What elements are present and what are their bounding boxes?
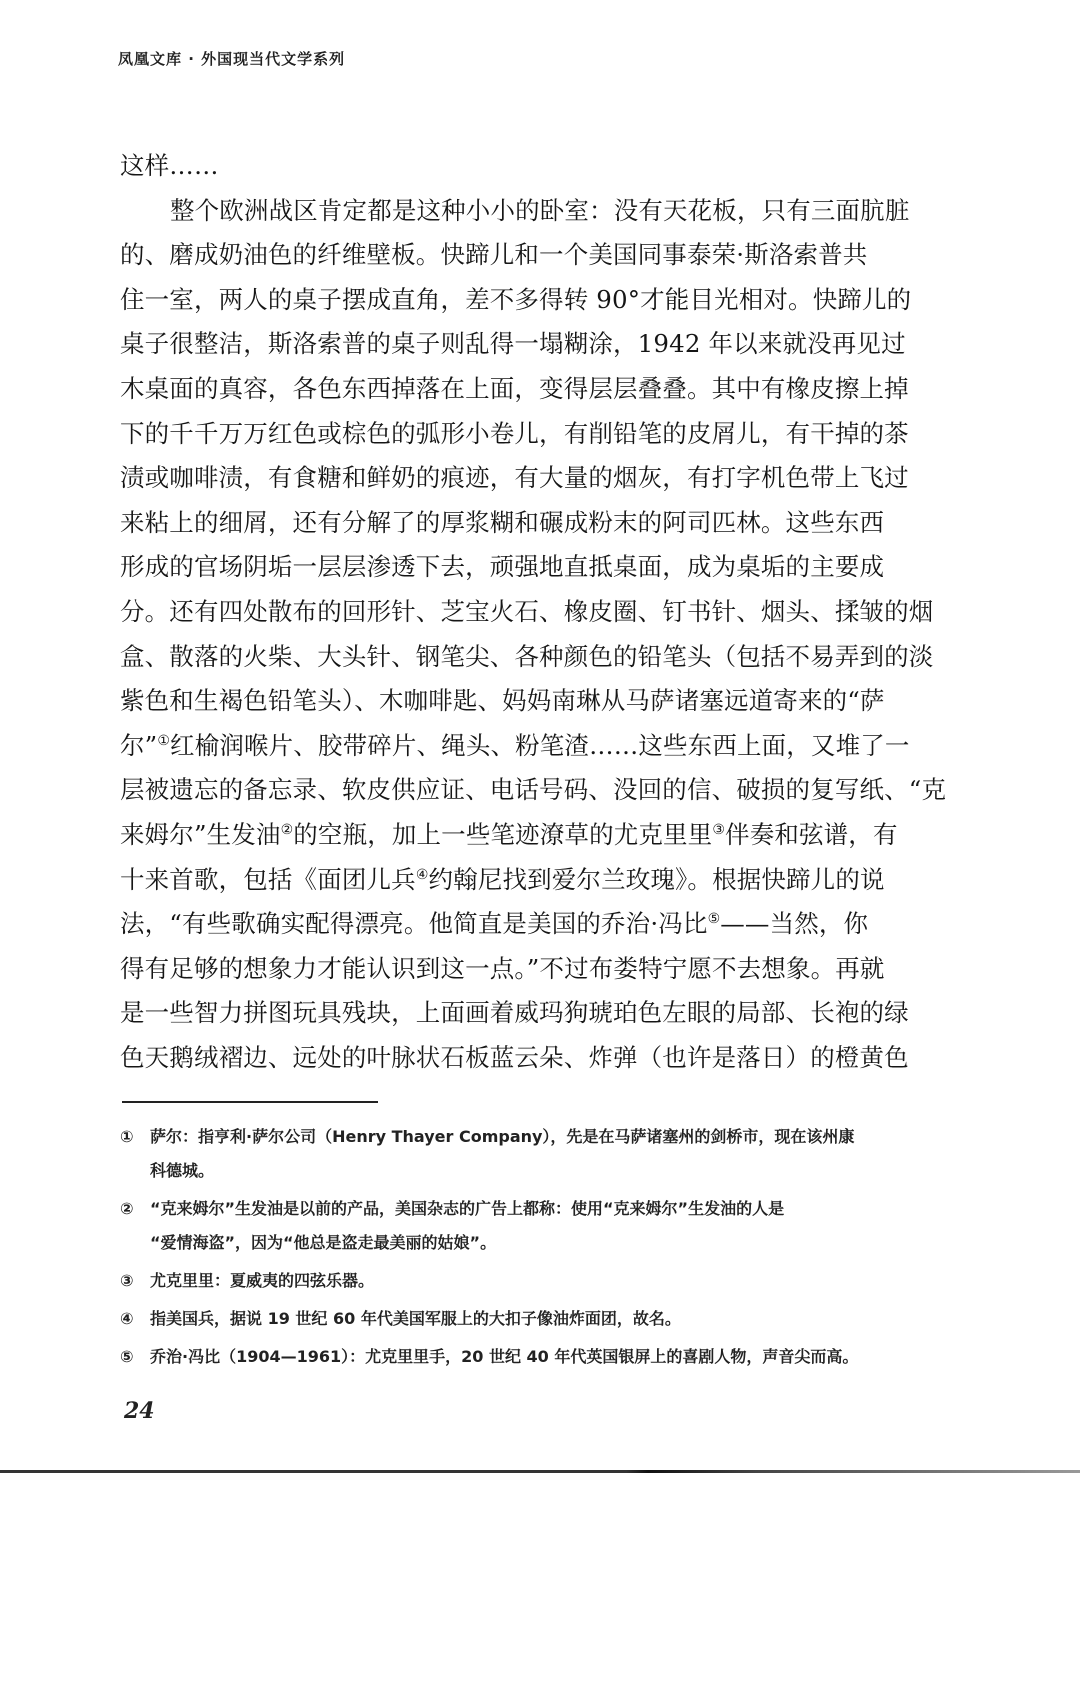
footnote-text-line: 科德城。 [150, 1161, 215, 1180]
footnote-text: 尤克里里：夏威夷的四弦乐器。 [150, 1271, 375, 1290]
footnote [120, 1264, 970, 1298]
page-bottom-rule [0, 1470, 1080, 1473]
body-text-segment: 红榆润喉片、胶带碎片、绳头、粉笔渣……这些东西上面，又堆了一 [170, 730, 910, 760]
body-line: 色天鹅绒褶边、远处的叶脉状石板蓝云朵、炸弹（也许是落日）的橙黄色 [120, 1042, 909, 1072]
body-line: 的、磨成奶油色的纤维壁板。快蹄儿和一个美国同事泰荣·斯洛索普共 [120, 240, 868, 270]
footnote [120, 1302, 970, 1336]
footnote [120, 1340, 970, 1374]
footnote-text: 乔治·冯比（1904—1961）：尤克里里手，20 世纪 40 年代英国银屏上的喜剧人物，声音尖而高。 [150, 1347, 859, 1366]
body-text-segment: 尔” [120, 730, 158, 760]
body-line: 木桌面的真容，各色东西掉落在上面，变得层层叠叠。其中有橡皮擦上掉 [120, 373, 909, 403]
footnote-text [150, 1120, 970, 1188]
body-line: 层被遗忘的备忘录、软皮供应证、电话号码、没回的信、破损的复写纸、“克 [120, 775, 947, 805]
body-line: 分。还有四处散布的回形针、芝宝火石、橡皮圈、钉书针、烟头、揉皱的烟 [120, 596, 934, 626]
body-line: 是一些智力拼图玩具残块，上面画着威玛狗琥珀色左眼的局部、长袍的绿 [120, 998, 909, 1028]
body-line: 桌子很整洁，斯洛索普的桌子则乱得一塌糊涂，1942 年以来就没再见过 [120, 329, 906, 359]
footnote-reference[interactable]: ① [157, 732, 171, 749]
footnote-text-line: “爱情海盗”，因为“他总是盗走最美丽的姑娘”。 [150, 1233, 497, 1252]
footnote [120, 1120, 970, 1188]
footnote-mark: ③ [120, 1271, 134, 1290]
footnote-mark: ① [120, 1127, 134, 1146]
body-line [120, 813, 960, 858]
body-text-segment: 约翰尼找到爱尔兰玫瑰》。根据快蹄儿的说 [428, 864, 885, 894]
footnote-mark: ② [120, 1199, 134, 1218]
footnote-separator [122, 1101, 378, 1103]
body-line: 盒、散落的火柴、大头针、钢笔尖、各种颜色的铅笔头（包括不易弄到的淡 [120, 641, 934, 671]
footnotes [120, 1120, 970, 1378]
footnote-mark: ④ [120, 1309, 134, 1328]
body-line: 下的千千万万红色或棕色的弧形小卷儿，有削铅笔的皮屑儿，有干掉的茶 [120, 418, 909, 448]
page-number: 24 [124, 1398, 155, 1424]
footnote-mark: ⑤ [120, 1347, 134, 1366]
body-text-segment: 十来首歌，包括《面团儿兵 [120, 864, 416, 894]
body-text-segment: 的空瓶，加上一些笔迹潦草的尤克里里 [293, 819, 713, 849]
body-text [120, 144, 960, 1080]
body-text-segment: ——当然，你 [720, 909, 869, 939]
body-line: 渍或咖啡渍，有食糖和鲜奶的痕迹，有大量的烟灰，有打字机色带上飞过 [120, 463, 909, 493]
footnote-text: 指美国兵，据说 19 世纪 60 年代美国军服上的大扣子像油炸面团，故名。 [150, 1309, 681, 1328]
body-line: 住一室，两人的桌子摆成直角，差不多得转 90°才能目光相对。快蹄儿的 [120, 284, 912, 314]
body-text-segment: 来姆尔”生发油 [120, 819, 281, 849]
footnote [120, 1192, 970, 1260]
body-line [120, 724, 960, 769]
footnote-text [150, 1192, 970, 1260]
footnote-reference[interactable]: ⑤ [707, 911, 721, 928]
running-header: 凤凰文库 · 外国现当代文学系列 [118, 50, 346, 68]
footnote-reference[interactable]: ② [280, 821, 294, 838]
body-line [120, 858, 960, 903]
body-text-segment: 法，“有些歌确实配得漂亮。他简直是美国的乔治·冯比 [120, 909, 708, 939]
body-line [120, 902, 960, 947]
body-line: 这样…… [120, 151, 219, 180]
footnote-text-line: 萨尔：指亨利·萨尔公司（Henry Thayer Company），先是在马萨诸塞州的剑桥市，现在该州康 [150, 1127, 855, 1146]
footnote-reference[interactable]: ④ [415, 866, 429, 883]
footnote-text-line: “克来姆尔”生发油是以前的产品，美国杂志的广告上都称：使用“克来姆尔”生发油的人是 [150, 1199, 785, 1218]
body-line: 得有足够的想象力才能认识到这一点。”不过布娄特宁愿不去想象。再就 [120, 953, 885, 983]
body-line: 紫色和生褐色铅笔头）、木咖啡匙、妈妈南琳从马萨诸塞远道寄来的“萨 [120, 686, 885, 716]
body-text-segment: 伴奏和弦谱，有 [725, 819, 898, 849]
body-line: 形成的官场阴垢一层层渗透下去，顽强地直抵桌面，成为桌垢的主要成 [120, 552, 885, 582]
body-line: 整个欧洲战区肯定都是这种小小的卧室：没有天花板，只有三面肮脏 [170, 195, 910, 225]
body-line: 来粘上的细屑，还有分解了的厚浆糊和碾成粉末的阿司匹林。这些东西 [120, 507, 885, 537]
footnote-reference[interactable]: ③ [712, 821, 726, 838]
